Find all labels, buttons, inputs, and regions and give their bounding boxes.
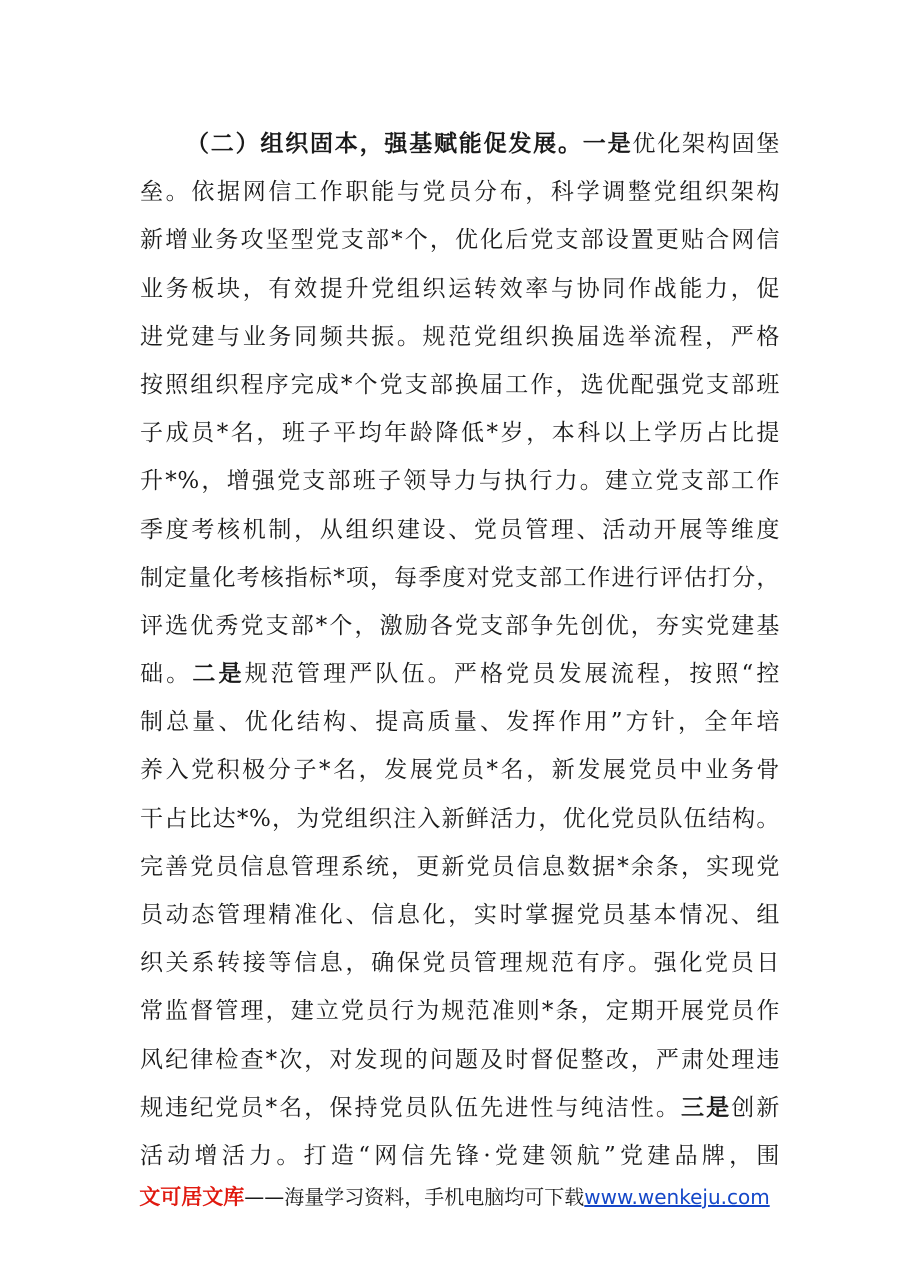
text-line	[140, 313, 780, 361]
text-run: 织关系转接等信息，确保党员管理规范有序。强化党员日	[140, 950, 780, 977]
text-run: 垒。依据网信工作职能与党员分布，科学调整党组织架构	[140, 179, 780, 206]
bold-run: 三是	[681, 1093, 732, 1121]
text-line	[140, 361, 780, 409]
text-run: 季度考核机制，从组织建设、党员管理、活动开展等维度	[140, 516, 780, 543]
text-run: 活动增活力。打造“网信先锋·党建领航”党建品牌，围	[140, 1142, 780, 1169]
text-run: 子成员*名，班子平均年龄降低*岁，本科以上学历占比提	[140, 420, 780, 447]
text-line	[140, 506, 780, 554]
text-run: 新增业务攻坚型党支部*个，优化后党支部设置更贴合网信	[140, 227, 780, 254]
footer-tagline: ——海量学习资料，手机电脑均可下载	[244, 1185, 585, 1209]
text-line	[140, 843, 780, 891]
text-line	[140, 120, 780, 168]
text-line	[140, 795, 780, 843]
footer-link[interactable]: www.wenkeju.com	[584, 1185, 770, 1209]
bold-run: （二）组织固本，强基赋能促发展。	[186, 130, 583, 157]
text-line	[140, 554, 780, 602]
text-line	[140, 987, 780, 1035]
text-line	[140, 457, 780, 505]
text-run: 按照组织程序完成*个党支部换届工作，选优配强党支部班	[140, 371, 780, 398]
text-line	[140, 1084, 780, 1132]
text-line	[140, 746, 780, 794]
text-line	[140, 1132, 780, 1180]
text-line	[140, 650, 780, 698]
text-run: 升*%，增强党支部班子领导力与执行力。建立党支部工作	[140, 468, 780, 495]
text-run: 员动态管理精准化、信息化，实时掌握党员基本情况、组	[140, 902, 780, 928]
text-run: 规违纪党员*名，保持党员队伍先进性与纯洁性。	[140, 1094, 682, 1121]
text-run: 业务板块，有效提升党组织运转效率与协同作战能力，促	[140, 275, 780, 302]
text-line	[140, 409, 780, 457]
text-run: 础。	[140, 661, 193, 688]
text-run: 完善党员信息管理系统，更新党员信息数据*余条，实现党	[140, 853, 780, 880]
text-run: 制定量化考核指标*项，每季度对党支部工作进行评估打分，	[140, 564, 780, 591]
text-line	[140, 602, 780, 650]
text-line	[140, 698, 780, 746]
text-line	[140, 216, 780, 264]
text-run: 创新	[731, 1094, 780, 1121]
text-line	[140, 265, 780, 313]
bold-run: 二是	[192, 660, 245, 688]
text-run: 评选优秀党支部*个，激励各党支部争先创优，夯实党建基	[140, 612, 780, 639]
text-run: 养入党积极分子*名，发展党员*名，新发展党员中业务骨	[140, 757, 780, 784]
text-run: 优化架构固堡	[632, 131, 781, 157]
text-line	[140, 168, 780, 216]
footer-banner	[0, 1181, 909, 1211]
bold-run: 一是	[582, 130, 633, 157]
text-run: 风纪律检查*次，对发现的问题及时督促整改，严肃处理违	[140, 1046, 780, 1073]
text-run: 进党建与业务同频共振。规范党组织换届选举流程，严格	[140, 323, 780, 350]
body-text	[140, 120, 780, 1180]
text-line	[140, 1036, 780, 1084]
text-run: 常监督管理，建立党员行为规范准则*条，定期开展党员作	[140, 998, 780, 1025]
footer-brand: 文可居文库	[139, 1185, 245, 1209]
text-line	[140, 891, 780, 939]
text-run: 规范管理严队伍。严格党员发展流程，按照“控	[244, 661, 781, 688]
text-run: 干占比达*%，为党组织注入新鲜活力，优化党员队伍结构。	[140, 805, 780, 832]
text-line	[140, 939, 780, 987]
text-run: 制总量、优化结构、提高质量、发挥作用”方针，全年培	[140, 709, 780, 736]
